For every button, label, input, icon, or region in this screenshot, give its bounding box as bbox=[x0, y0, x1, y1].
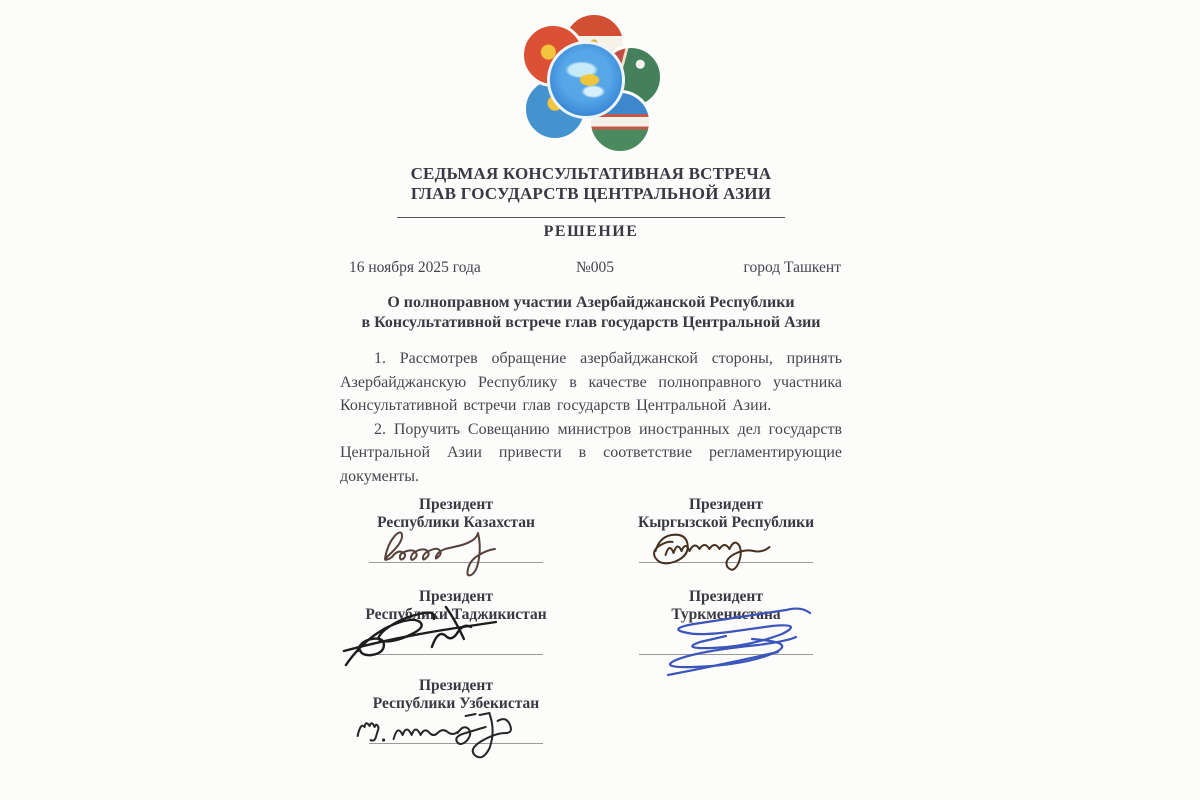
doc-type-heading: РЕШЕНИЕ bbox=[543, 223, 639, 240]
signature-uzbekistan bbox=[346, 696, 576, 766]
summit-emblem bbox=[515, 12, 667, 144]
org-title bbox=[340, 164, 842, 203]
signature-block-kazakhstan bbox=[340, 496, 572, 567]
meta-date: 16 ноября 2025 года bbox=[349, 259, 481, 276]
signature-row-3 bbox=[340, 677, 842, 748]
paragraph-2: 2. Поручить Совещанию министров иностранных дел государств Центральной Азии привести в соответствие регламентирующие документы. bbox=[340, 420, 842, 485]
signature-kazakhstan bbox=[361, 517, 551, 581]
signatory-post: Президент bbox=[689, 588, 763, 605]
signature-turkmenistan bbox=[626, 597, 826, 681]
signature-area bbox=[610, 531, 842, 567]
subject-line2: в Консультативной встрече глав государств Центральной Азии bbox=[361, 313, 821, 331]
signature-block-turkmenistan bbox=[610, 588, 842, 659]
subject-line1: О полноправном участии Азербайджанской Республики bbox=[387, 294, 795, 311]
meta-row bbox=[340, 259, 842, 277]
signature-kyrgyzstan bbox=[634, 515, 819, 577]
org-title-line1: СЕДЬМАЯ КОНСУЛЬТАТИВНАЯ ВСТРЕЧА bbox=[410, 164, 772, 183]
title-divider bbox=[397, 217, 785, 218]
signature-tajikistan bbox=[340, 595, 555, 675]
body-text bbox=[340, 347, 842, 488]
signature-area bbox=[340, 712, 572, 748]
signatory-post: Президент bbox=[419, 588, 493, 605]
signatory-post: Президент bbox=[419, 496, 493, 513]
signatory-country: Кыргызской Республики bbox=[637, 513, 815, 531]
signatory-post: Президент bbox=[419, 677, 493, 694]
signature-block-kyrgyzstan bbox=[610, 496, 842, 567]
org-title-line2: ГЛАВ ГОСУДАРСТВ ЦЕНТРАЛЬНОЙ АЗИИ bbox=[410, 183, 772, 203]
signature-row-spacer bbox=[610, 677, 842, 748]
signatory-country: Республики Узбекистан bbox=[372, 694, 540, 712]
document-content bbox=[340, 0, 842, 800]
subject-heading bbox=[340, 293, 842, 332]
signature-area bbox=[340, 531, 572, 567]
meta-number: №005 bbox=[575, 259, 615, 276]
signatory-country: Туркменистана bbox=[671, 605, 781, 623]
signature-row-2 bbox=[340, 588, 842, 659]
signature-area bbox=[340, 623, 572, 659]
signatory-country: Республики Казахстан bbox=[377, 513, 535, 531]
paragraph-1: 1. Рассмотрев обращение азербайджанской стороны, принять Азербайджанскую Республику в качестве полноправного участника Консультативной встречи глав государств Центральной Азии. bbox=[340, 350, 842, 414]
signatory-post: Президент bbox=[689, 496, 763, 513]
signature-area bbox=[610, 623, 842, 659]
signatory-country: Республики Таджикистан bbox=[365, 605, 547, 623]
signature-block-tajikistan bbox=[340, 588, 572, 659]
emblem-globe-icon bbox=[547, 41, 625, 119]
signature-row-1 bbox=[340, 496, 842, 567]
meta-place: город Ташкент bbox=[743, 259, 841, 276]
signature-block-uzbekistan bbox=[340, 677, 572, 748]
